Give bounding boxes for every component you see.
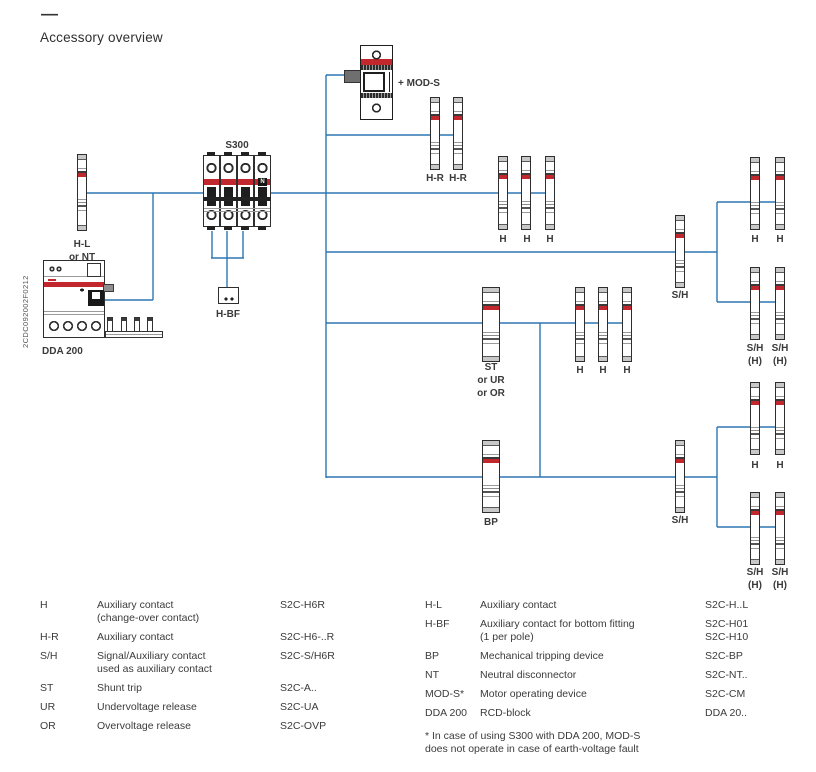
legend-row xyxy=(425,618,811,644)
legend-type: DDA 20.. xyxy=(705,707,748,719)
legend-row xyxy=(40,631,405,644)
device-h xyxy=(622,287,632,362)
legend-row xyxy=(40,650,405,676)
legend-row xyxy=(40,701,405,714)
legend-term: H-R xyxy=(40,631,59,643)
device-mod-s xyxy=(360,45,393,120)
legend-type: S2C-UA xyxy=(280,701,319,713)
legend-term: H xyxy=(40,599,48,611)
legend-term: DDA 200 xyxy=(425,707,468,719)
legend-row xyxy=(40,599,405,625)
legend-term: S/H xyxy=(40,650,58,662)
legend-term: MOD-S* xyxy=(425,688,465,700)
s300-handle-bar xyxy=(203,197,271,201)
device-h xyxy=(750,382,760,455)
legend-term: NT xyxy=(425,669,439,681)
h-l-label-line1: H-L xyxy=(73,239,91,250)
legend-row xyxy=(425,599,811,612)
device-s300 xyxy=(203,151,271,231)
h-label: H xyxy=(576,365,584,376)
legend-desc: Shunt trip xyxy=(97,682,142,694)
h-label: H xyxy=(776,234,784,245)
device-h xyxy=(545,156,555,230)
s-h-h-label-line1: S/H xyxy=(771,567,789,578)
s-h-h-label-line2: (H) xyxy=(748,580,762,591)
h-label: H xyxy=(546,234,554,245)
busbar-pin xyxy=(147,317,153,332)
device-h-bf xyxy=(218,287,239,304)
h-r-label: H-R xyxy=(426,173,444,184)
device-h xyxy=(598,287,608,362)
legend-desc: Auxiliary contact xyxy=(97,631,174,643)
h-l-label-line2: or NT xyxy=(68,252,96,263)
legend-term: OR xyxy=(40,720,56,732)
s-h-h-label xyxy=(758,566,802,592)
dda-side-tab xyxy=(103,284,114,292)
legend-type: S2C-OVP xyxy=(280,720,327,732)
h-label: H xyxy=(523,234,531,245)
legend-type: S2C-NT.. xyxy=(705,669,748,681)
busbar-pin xyxy=(121,317,127,332)
device-s-h-h xyxy=(750,267,760,340)
busbar-pin xyxy=(134,317,140,332)
legend-row xyxy=(425,650,811,663)
mod-s-label: + MOD-S xyxy=(398,78,440,89)
legend-type: S2C-S/H6R xyxy=(280,650,335,662)
dda-busbar-comb xyxy=(105,317,163,338)
legend-type: S2C-CM xyxy=(705,688,746,700)
device-s-h-h xyxy=(750,492,760,565)
legend-desc: Auxiliary contact xyxy=(480,599,557,611)
legend-type: S2C-H6-..R xyxy=(280,631,335,643)
footnote xyxy=(425,730,811,756)
legend-left-column xyxy=(40,599,405,739)
h-label: H xyxy=(776,460,784,471)
legend-row xyxy=(40,720,405,733)
s-h-h-label-line1: S/H xyxy=(771,343,789,354)
device-h-r xyxy=(430,97,440,170)
legend-term: UR xyxy=(40,701,56,713)
h-label: H xyxy=(623,365,631,376)
device-s-h-h xyxy=(775,267,785,340)
s300-pole xyxy=(203,155,220,227)
s-h-label: S/H xyxy=(671,515,689,526)
st-label-line1: ST xyxy=(484,362,498,373)
legend-desc: Overvoltage release xyxy=(97,720,191,732)
legend-term: H-L xyxy=(425,599,442,611)
legend-row xyxy=(425,669,811,682)
device-bp xyxy=(482,440,500,513)
h-r-label: H-R xyxy=(449,173,467,184)
device-s-h xyxy=(675,440,685,513)
device-h-l xyxy=(77,154,87,231)
legend-desc: Auxiliary contact for bottom fitting (1 per pole) xyxy=(480,618,635,643)
h-l-label xyxy=(60,238,104,264)
legend-term: ST xyxy=(40,682,54,694)
legend-row xyxy=(425,707,811,720)
busbar-base xyxy=(105,331,163,338)
s300-pole xyxy=(220,155,237,227)
legend-desc: Signal/Auxiliary contact used as auxiliary contact xyxy=(97,650,212,675)
legend-desc: Motor operating device xyxy=(480,688,587,700)
st-label-line3: or OR xyxy=(477,388,505,399)
legend-row xyxy=(40,682,405,695)
legend-term: BP xyxy=(425,650,440,662)
dda-indicator-window xyxy=(87,263,101,277)
device-st-ur-or xyxy=(482,287,500,362)
s-h-h-label-line1: S/H xyxy=(746,567,764,578)
legend-type: S2C-A.. xyxy=(280,682,317,694)
dda-label: DDA 200 xyxy=(42,346,83,357)
s300-line xyxy=(204,208,270,209)
s-h-label: S/H xyxy=(671,290,689,301)
bp-label: BP xyxy=(484,517,498,528)
device-s-h-h xyxy=(775,492,785,565)
s-h-h-label-line1: S/H xyxy=(746,343,764,354)
document-code: 2CDC092002F0212 xyxy=(21,275,30,348)
device-s-h xyxy=(675,215,685,288)
mod-s-window xyxy=(363,72,385,92)
legend-term: H-BF xyxy=(425,618,450,630)
device-h xyxy=(775,157,785,230)
busbar-pin xyxy=(107,317,113,332)
s300-pole xyxy=(237,155,254,227)
legend-type: S2C-H6R xyxy=(280,599,325,611)
st-label-line2: or UR xyxy=(477,375,505,386)
page-title: Accessory overview xyxy=(40,30,163,45)
st-label xyxy=(469,361,513,400)
h-label: H xyxy=(751,460,759,471)
h-label: H xyxy=(751,234,759,245)
legend-desc: Neutral disconnector xyxy=(480,669,577,681)
device-h xyxy=(575,287,585,362)
device-h xyxy=(750,157,760,230)
device-dda-200 xyxy=(43,260,105,338)
legend-type: S2C-H..L xyxy=(705,599,749,611)
legend-desc: Mechanical tripping device xyxy=(480,650,604,662)
s300-neutral-marker: N xyxy=(258,178,267,186)
device-h xyxy=(775,382,785,455)
device-h xyxy=(521,156,531,230)
h-label: H xyxy=(499,234,507,245)
legend-desc: Undervoltage release xyxy=(97,701,197,713)
footnote-line2: does not operate in case of earth-voltage fault xyxy=(425,743,639,755)
footnote-line1: * In case of using S300 with DDA 200, MOD-S xyxy=(425,730,641,742)
h-bf-label: H-BF xyxy=(216,309,240,320)
s-h-h-label-line2: (H) xyxy=(748,356,762,367)
legend-right-column xyxy=(425,599,811,756)
device-h-r xyxy=(453,97,463,170)
legend-type: S2C-H01 S2C-H10 xyxy=(705,618,749,643)
legend-desc: Auxiliary contact (change-over contact) xyxy=(97,599,200,624)
s300-label: S300 xyxy=(225,140,249,151)
device-h xyxy=(498,156,508,230)
legend-row xyxy=(425,688,811,701)
legend-type: S2C-BP xyxy=(705,650,743,662)
mod-s-connector xyxy=(344,70,361,83)
s-h-h-label xyxy=(758,342,802,368)
dda-switch xyxy=(88,290,104,306)
s-h-h-label-line2: (H) xyxy=(773,356,787,367)
s300-line xyxy=(204,211,270,212)
s300-pole xyxy=(254,155,271,227)
s-h-h-label-line2: (H) xyxy=(773,580,787,591)
legend-desc: RCD-block xyxy=(480,707,531,719)
section-dash: — xyxy=(41,4,58,23)
h-label: H xyxy=(599,365,607,376)
